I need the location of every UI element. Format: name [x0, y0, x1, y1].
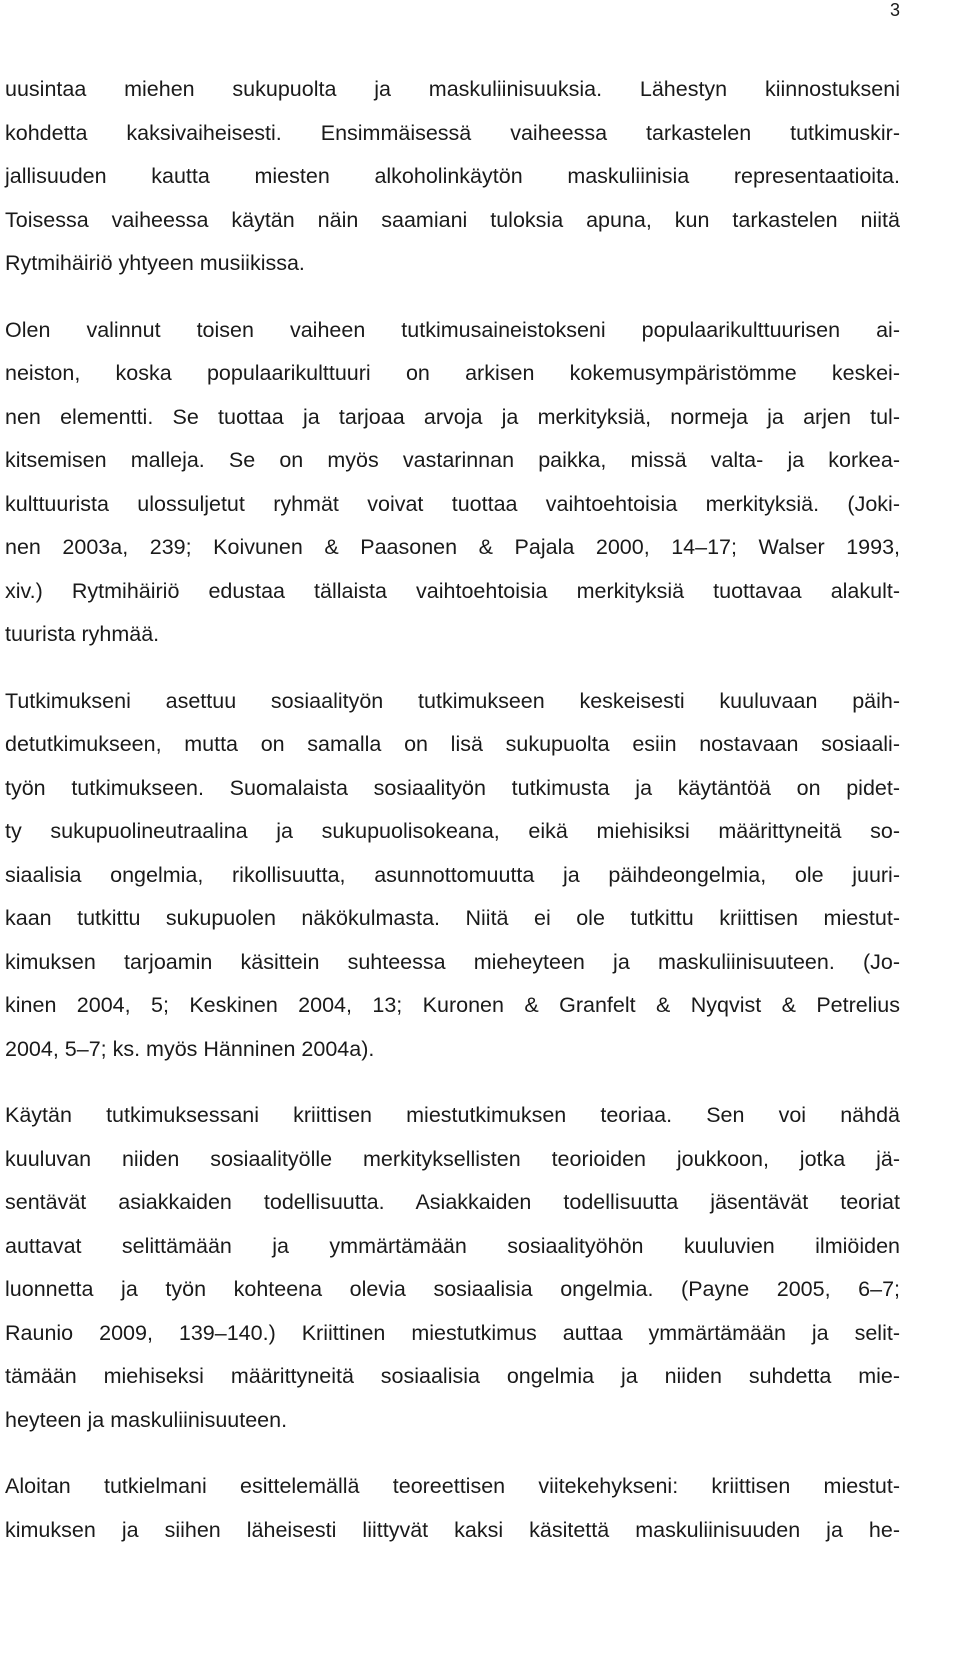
text-line: jallisuuden kautta miesten alkoholinkäytön maskuliinisia representaatioita.: [5, 164, 900, 188]
text-line: Tutkimukseni asettuu sosiaalityön tutkimukseen keskeisesti kuuluvaan päih-: [5, 688, 900, 713]
text-line: Aloitan tutkielmani esittelemällä teoreettisen viitekehykseni: kriittisen miestut-: [5, 1474, 900, 1498]
text-line: sentävät asiakkaiden todellisuutta. Asiakkaiden todellisuutta jäsentävät teoriat: [5, 1190, 900, 1214]
text-line: ty sukupuolineutraalina ja sukupuolisokeana, eikä miehisiksi määrittyneitä so-: [5, 819, 900, 843]
text-line: työn tutkimukseen. Suomalaista sosiaalityön tutkimusta ja käytäntöä on pidet-: [5, 775, 900, 800]
text-line: nen 2003a, 239; Koivunen & Paasonen & Pajala 2000, 14–17; Walser 1993,: [5, 535, 900, 559]
text-line: heyteen ja maskuliinisuuteen.: [5, 1407, 288, 1432]
text-line: siaalisia ongelmia, rikollisuutta, asunnottomuutta ja päihdeongelmia, ole juuri-: [5, 862, 900, 887]
text-line: luonnetta ja työn kohteena olevia sosiaalisia ongelmia. (Payne 2005, 6–7;: [5, 1277, 900, 1301]
text-line: kaan tutkittu sukupuolen näkökulmasta. Niitä ei ole tutkittu kriittisen miestut-: [5, 906, 900, 930]
paragraph: [5, 1465, 900, 1552]
text-line: xiv.) Rytmihäiriö edustaa tällaista vaihtoehtoisia merkityksiä tuottavaa alakult-: [5, 578, 900, 603]
text-line: tämään miehiseksi määrittyneitä sosiaalisia ongelmia ja niiden suhdetta mie-: [5, 1364, 900, 1388]
text-line: tuurista ryhmää.: [5, 622, 160, 646]
text-line: kimuksen tarjoamin käsittein suhteessa mieheyteen ja maskuliinisuuteen. (Jo-: [5, 949, 900, 974]
text-line: Olen valinnut toisen vaiheen tutkimusaineistokseni populaarikulttuurisen ai-: [5, 317, 900, 342]
text-line: kuuluvan niiden sosiaalityölle merkityksellisten teorioiden joukkoon, jotka jä-: [5, 1146, 900, 1171]
text-line: neiston, koska populaarikulttuuri on arkisen kokemusympäristömme keskei-: [5, 361, 900, 385]
paragraph: [5, 680, 900, 1072]
text-line: kohdetta kaksivaiheisesti. Ensimmäisessä vaiheessa tarkastelen tutkimuskir-: [5, 120, 900, 145]
paragraph: [5, 309, 900, 657]
text-line: 2004, 5–7; ks. myös Hänninen 2004a).: [5, 1036, 375, 1061]
text-line: kimuksen ja siihen läheisesti liittyvät kaksi käsitettä maskuliinisuuden ja he-: [5, 1517, 900, 1542]
text-line: uusintaa miehen sukupuolta ja maskuliinisuuksia. Lähestyn kiinnostukseni: [5, 77, 900, 101]
text-line: Raunio 2009, 139–140.) Kriittinen miestutkimus auttaa ymmärtämään ja selit-: [5, 1320, 900, 1345]
text-line: Toisessa vaiheessa käytän näin saamiani tuloksia apuna, kun tarkastelen niitä: [5, 207, 900, 232]
text-line: kulttuurista ulossuljetut ryhmät voivat tuottaa vaihtoehtoisia merkityksiä. (Joki-: [5, 491, 900, 516]
paragraph: [5, 68, 900, 286]
page-number: 3: [889, 0, 900, 20]
text-line: kinen 2004, 5; Keskinen 2004, 13; Kuronen & Granfelt & Nyqvist & Petrelius: [5, 993, 900, 1017]
text-line: auttavat selittämään ja ymmärtämään sosiaalityöhön kuuluvien ilmiöiden: [5, 1233, 900, 1258]
text-line: Rytmihäiriö yhtyeen musiikissa.: [5, 251, 305, 275]
paragraph: [5, 1094, 900, 1442]
text-line: detutkimukseen, mutta on samalla on lisä sukupuolta esiin nostavaan sosiaali-: [5, 732, 900, 756]
document-body: [5, 68, 900, 1552]
text-line: kitsemisen malleja. Se on myös vastarinnan paikka, missä valta- ja korkea-: [5, 448, 900, 472]
text-line: nen elementti. Se tuottaa ja tarjoaa arvoja ja merkityksiä, normeja ja arjen tul-: [5, 404, 900, 429]
text-line: Käytän tutkimuksessani kriittisen miestutkimuksen teoriaa. Sen voi nähdä: [5, 1103, 900, 1127]
